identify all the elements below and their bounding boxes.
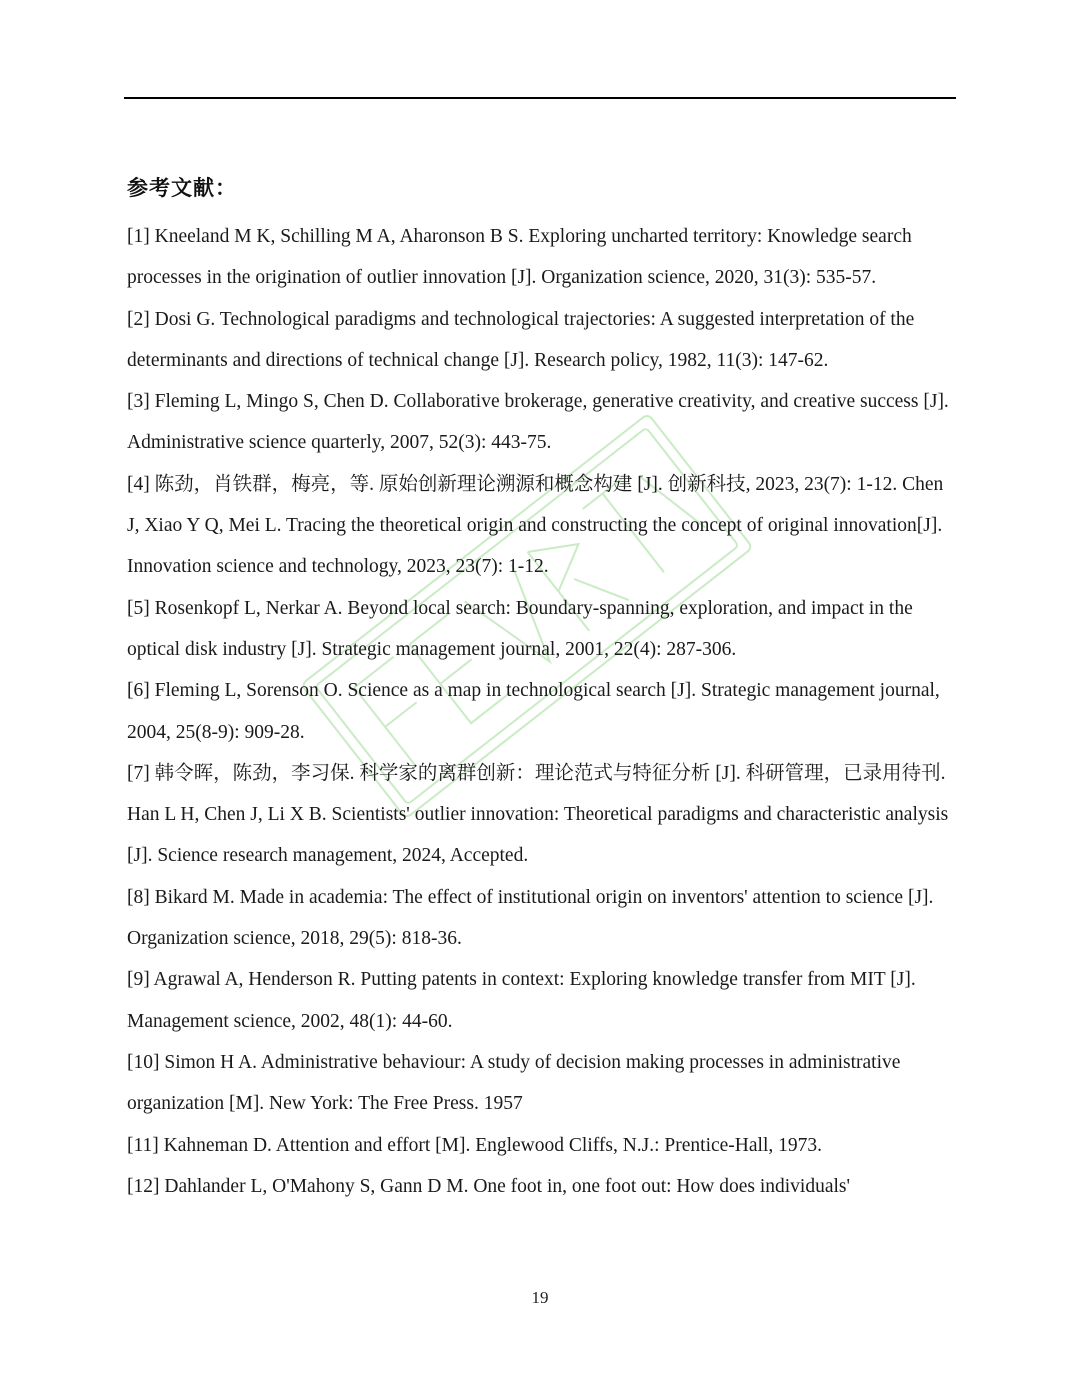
- references-heading: 参考文献：: [127, 176, 237, 200]
- reference-item: [8] Bikard M. Made in academia: The effect of institutional origin on inventors' attention to science [J]. Organization science, 2018, 29(5): 818-36.: [127, 886, 934, 950]
- reference-item: [3] Fleming L, Mingo S, Chen D. Collaborative brokerage, generative creativity, and creative success [J]. Administrative science quarterly, 2007, 52(3): 443-75.: [127, 391, 949, 454]
- reference-item: [10] Simon H A. Administrative behaviour: A study of decision making processes in administrative organization [M]. New York: The Free Press. 1957: [127, 1051, 901, 1115]
- page-number: 19: [531, 1288, 549, 1307]
- reference-item: [7] 韩令晖，陈劲，李习保. 科学家的离群创新：理论范式与特征分析 [J]. 科研管理，已录用待刊. Han L H, Chen J, Li X B. Scientists' outlier innovation: Theoretical paradigms and characteristic analysis [J]. Science research management, 2024, Accepted.: [127, 762, 949, 867]
- reference-item: [11] Kahneman D. Attention and effort [M]. Englewood Cliffs, N.J.: Prentice-Hall, 1973.: [127, 1134, 823, 1156]
- reference-list: [127, 216, 959, 1207]
- reference-item: [12] Dahlander L, O'Mahony S, Gann D M. One foot in, one foot out: How does individuals': [127, 1175, 851, 1197]
- reference-item: [1] Kneeland M K, Schilling M A, Aharonson B S. Exploring uncharted territory: Knowledge search processes in the origination of outlier innovation [J]. Organization science, 2020, 31(3): 535-57.: [127, 226, 912, 289]
- reference-item: [9] Agrawal A, Henderson R. Putting patents in context: Exploring knowledge transfer from MIT [J]. Management science, 2002, 48(1): 44-60.: [127, 969, 916, 1032]
- reference-item: [4] 陈劲，肖铁群，梅亮，等. 原始创新理论溯源和概念构建 [J]. 创新科技, 2023, 23(7): 1-12. Chen J, Xiao Y Q, Mei L. Tracing the theoretical origin and constructing the concept of original innovation[J]. Innovation science and technology, 2023, 23(7): 1-12.: [127, 473, 944, 578]
- header-rule: [124, 97, 956, 99]
- reference-item: [6] Fleming L, Sorenson O. Science as a map in technological search [J]. Strategic management journal, 2004, 25(8-9): 909-28.: [127, 680, 940, 743]
- reference-item: [5] Rosenkopf L, Nerkar A. Beyond local search: Boundary-spanning, exploration, and impact in the optical disk industry [J]. Strategic management journal, 2001, 22(4): 287-306.: [127, 597, 913, 660]
- reference-item: [2] Dosi G. Technological paradigms and technological trajectories: A suggested interpretation of the determinants and directions of technical change [J]. Research policy, 1982, 11(3): 147-62.: [127, 308, 915, 371]
